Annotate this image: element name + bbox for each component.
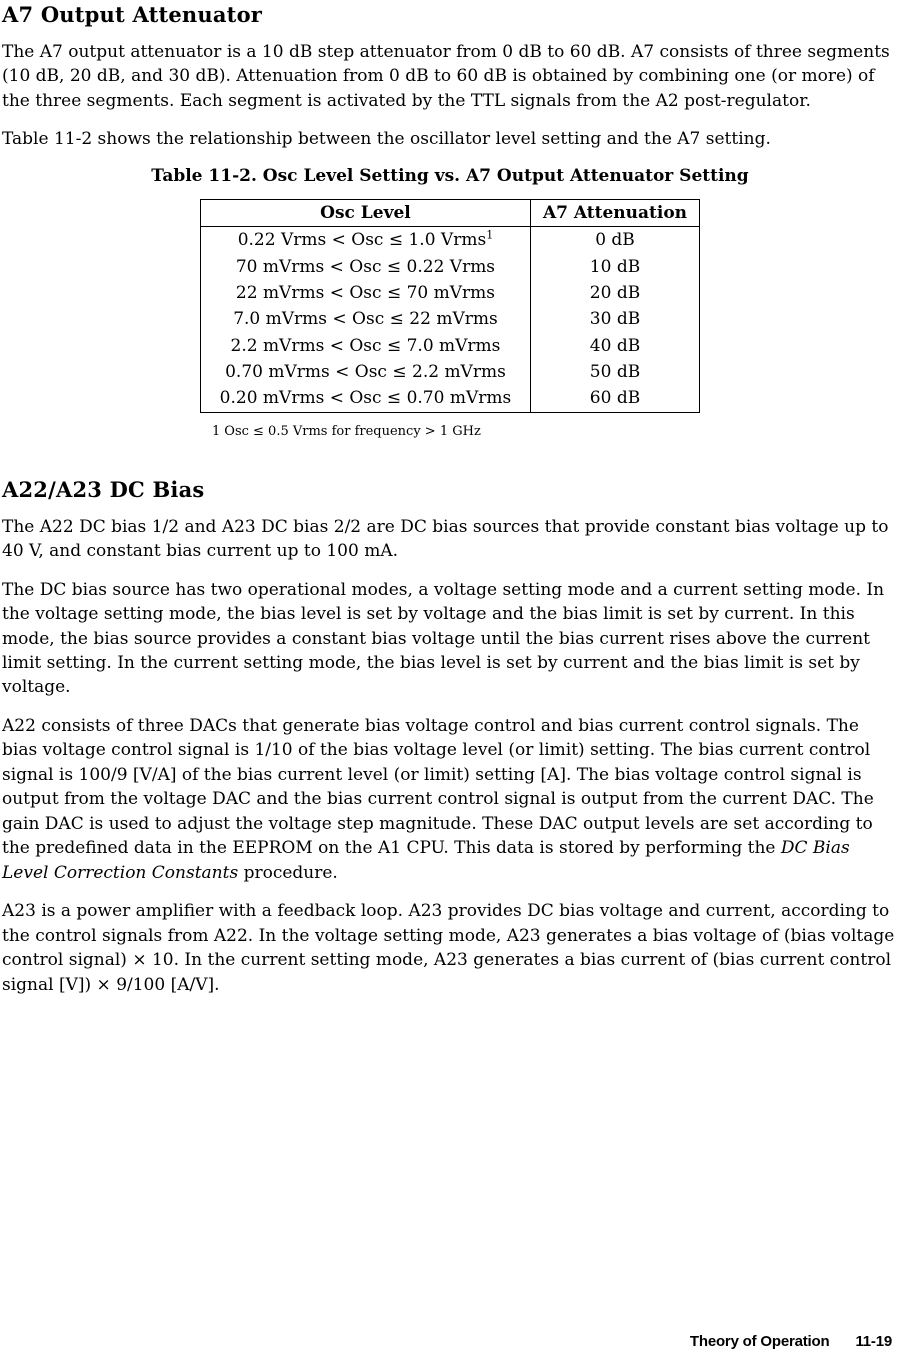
paragraph-a22-dacs-tail: procedure. [238, 862, 338, 883]
cell-a7-attenuation: 60 dB [589, 388, 641, 409]
cell-a7-attenuation: 20 dB [589, 282, 641, 303]
table-row [200, 254, 699, 280]
cell-osc-level: 0.70 mVrms < Osc ≤ 2.2 mVrms [200, 359, 530, 385]
footer-chapter-title: Theory of Operation [689, 1333, 830, 1350]
cell-osc-level: 22 mVrms < Osc ≤ 70 mVrms [200, 280, 530, 306]
table-caption: Table 11-2. Osc Level Setting vs. A7 Output Attenuator Setting [151, 165, 749, 186]
footer-page-number: 11-19 [855, 1333, 892, 1350]
column-header-a7-attenuation: A7 Attenuation [530, 199, 699, 226]
cell-a7-attenuation: 50 dB [589, 361, 641, 382]
cell-a7-attenuation: 40 dB [589, 335, 641, 356]
paragraph-a22-dacs [2, 714, 898, 885]
cell-osc-level: 0.20 mVrms < Osc ≤ 0.70 mVrms [200, 385, 530, 412]
paragraph-a22-modes: The DC bias source has two operational modes, a voltage setting mode and a current setting mode. In the voltage setting mode, the bias level is set by voltage and the bias limit is set by current. In this mode, the bias source provides a constant bias voltage until the bias current rises above the current limit setting. In the current setting mode, the bias level is set by current and the bias limit is set by voltage. [2, 579, 885, 698]
footnote-marker: 1 [212, 423, 221, 439]
paragraph-a22-dacs-text: A22 consists of three DACs that generate bias voltage control and bias current control signals. The bias voltage control signal is 1/10 of the bias voltage level (or limit) setting. The bias current control signal is 100/9 [V/A] of the bias current level (or limit) setting [A]. The bias voltage control signal is output from the voltage DAC and the bias current control signal is output from the current DAC. The gain DAC is used to adjust the voltage step magnitude. These DAC output levels are set according to the predefined data in the EEPROM on the A1 CPU. This data is stored by performing the [2, 715, 874, 859]
paragraph-a7-table-ref: Table 11-2 shows the relationship between the oscillator level setting and the A7 setting. [2, 129, 771, 150]
footnote-text: Osc ≤ 0.5 Vrms for frequency > 1 GHz [224, 423, 481, 439]
table-row [200, 359, 699, 385]
table-row [200, 333, 699, 359]
column-header-osc-level: Osc Level [200, 199, 530, 226]
footnote-reference: 1 [486, 228, 494, 242]
table-header-row [200, 199, 699, 226]
cell-osc-level: 2.2 mVrms < Osc ≤ 7.0 mVrms [200, 333, 530, 359]
cell-a7-attenuation: 0 dB [595, 230, 635, 251]
cell-osc-level: 70 mVrms < Osc ≤ 0.22 Vrms [200, 254, 530, 280]
section-heading-a7-output-attenuator: A7 Output Attenuator [2, 2, 263, 27]
table-row [200, 306, 699, 332]
paragraph-a7-intro: The A7 output attenuator is a 10 dB step attenuator from 0 dB to 60 dB. A7 consists of three segments (10 dB, 20 dB, and 30 dB). Attenuation from 0 dB to 60 dB is obtained by combining one (or more) of the three segments. Each segment is activated by the TTL signals from the A2 post-regulator. [2, 42, 890, 111]
table-footnote [212, 424, 898, 439]
cell-osc-level: 0.22 Vrms < Osc ≤ 1.0 Vrms$^1$ [200, 227, 530, 254]
table-row [200, 385, 699, 412]
cell-osc-level: 7.0 mVrms < Osc ≤ 22 mVrms [200, 306, 530, 332]
section-heading-a22-a23-dc-bias: A22/A23 DC Bias [2, 476, 205, 502]
paragraph-a22-intro: The A22 DC bias 1/2 and A23 DC bias 2/2 are DC bias sources that provide constant bias voltage up to 40 V, and constant bias current up to 100 mA. [2, 516, 889, 562]
paragraph-a23-amplifier: A23 is a power amplifier with a feedback loop. A23 provides DC bias voltage and current, according to the control signals from A22. In the voltage setting mode, A23 generates a bias voltage of (bias voltage control signal) × 10. In the current setting mode, A23 generates a bias current of (bias current control signal [V]) × 9/100 [A/V]. [2, 901, 895, 995]
cell-a7-attenuation: 10 dB [589, 256, 641, 277]
table-header [200, 199, 699, 226]
cell-a7-attenuation: 30 dB [589, 309, 641, 330]
table-row [200, 280, 699, 306]
table-body [200, 227, 699, 412]
osc-level-table [200, 199, 700, 413]
page-footer [690, 1333, 892, 1350]
table-row [200, 227, 699, 254]
procedure-name-italic: DC Bias Level Correction Constants [2, 838, 850, 883]
